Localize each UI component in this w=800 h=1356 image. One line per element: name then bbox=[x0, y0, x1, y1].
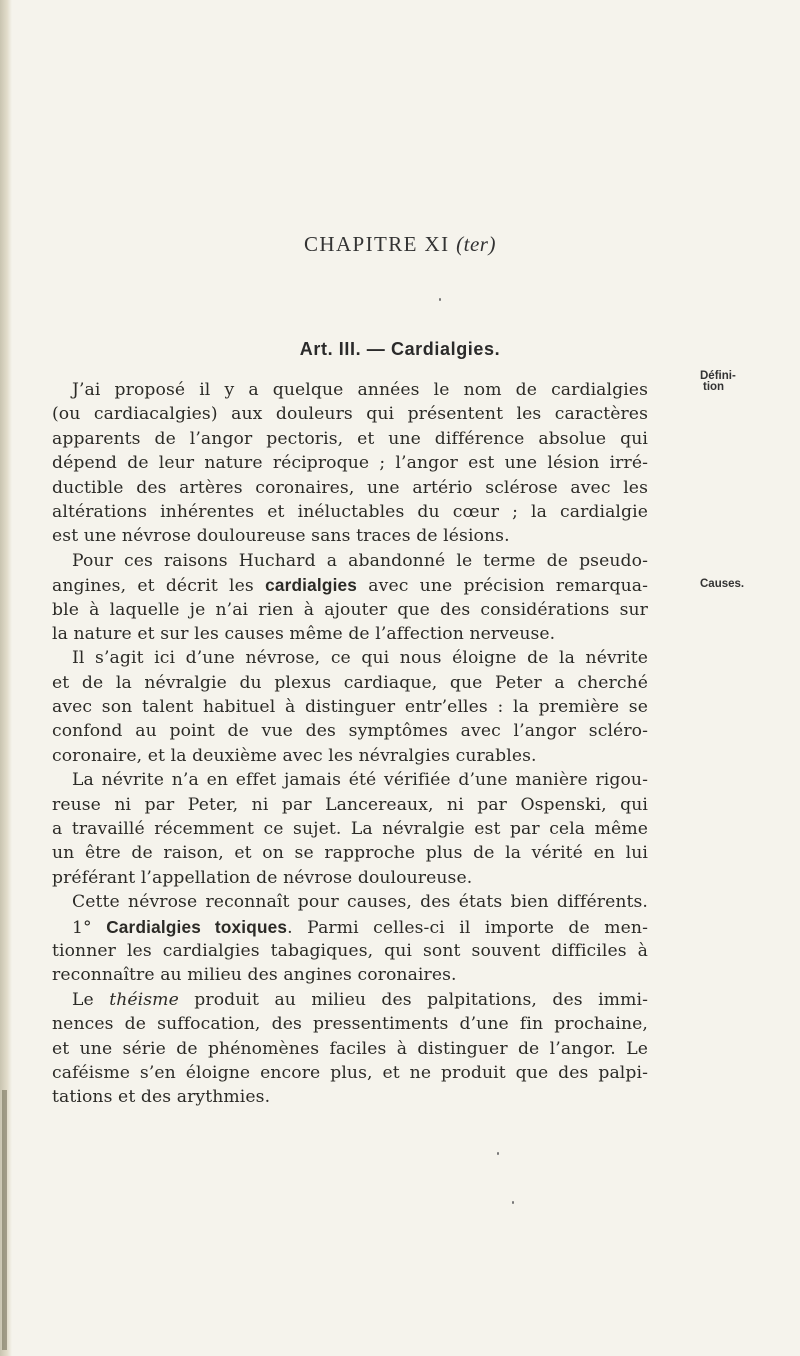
text-line: nences de suffocation, des pressentiments d’une fin prochaine, bbox=[52, 1014, 648, 1035]
text-segment: produit au milieu des palpitations, des immi- bbox=[194, 989, 648, 1010]
text-line: ble à laquelle je n’ai rien à ajouter que des considérations sur bbox=[52, 599, 648, 620]
text-line: confond au point de vue des symptômes avec l’angor scléro- bbox=[52, 721, 648, 742]
margin-note-definition-line2: tion bbox=[703, 381, 725, 393]
text-segment: angines, et décrit les bbox=[52, 576, 254, 597]
binding-shadow bbox=[2, 1090, 7, 1350]
text-line: a travaillé récemment ce sujet. La névralgie est par cela même bbox=[52, 819, 648, 840]
text-line: tations et des arythmies. bbox=[52, 1087, 271, 1108]
margin-note-definition-line1: Défini- bbox=[700, 370, 736, 382]
text-line: avec son talent habituel à distinguer entr’elles : la première se bbox=[52, 697, 648, 718]
text-line: tionner les cardialgies tabagiques, qui sont souvent difficiles à bbox=[52, 940, 648, 961]
text-line: et une série de phénomènes faciles à distinguer de l’angor. Le bbox=[52, 1038, 648, 1059]
text-line: coronaire, et la deuxième avec les névralgies curables. bbox=[52, 745, 537, 766]
ink-speck bbox=[497, 1152, 499, 1155]
text-line: J’ai proposé il y a quelque années le nom de cardialgies bbox=[72, 380, 648, 400]
chapter-title-main: CHAPITRE XI bbox=[304, 232, 450, 256]
text-line: préférant l’appellation de névrose douloureuse. bbox=[52, 867, 473, 888]
text-line: reconnaître au milieu des angines coronaires. bbox=[52, 965, 457, 986]
text-line: est une névrose douloureuse sans traces de lésions. bbox=[52, 526, 510, 547]
chapter-title bbox=[0, 232, 800, 257]
text-line: Il s’agit ici d’une névrose, ce qui nous éloigne de la névrite bbox=[72, 648, 648, 669]
ink-speck bbox=[512, 1201, 514, 1204]
text-line: apparents de l’angor pectoris, et une différence absolue qui bbox=[52, 428, 648, 449]
text-line: un être de raison, et on se rapproche plus de la vérité en lui bbox=[52, 843, 648, 864]
text-line: dépend de leur nature réciproque ; l’angor est une lésion irré- bbox=[52, 453, 648, 474]
text-line: la nature et sur les causes même de l’affection nerveuse. bbox=[52, 623, 556, 644]
term-theisme: théisme bbox=[109, 989, 179, 1010]
text-line: (ou cardiacalgies) aux douleurs qui présentent les caractères bbox=[52, 404, 648, 425]
margin-note-definition bbox=[700, 371, 736, 393]
text-segment: 1° bbox=[72, 917, 92, 938]
text-line bbox=[52, 988, 648, 1012]
text-segment: avec une précision remarqua- bbox=[368, 576, 648, 597]
term-cardialgies: cardialgies bbox=[265, 575, 358, 596]
text-line: Cette névrose reconnaît pour causes, des états bien différents. bbox=[72, 892, 648, 913]
text-line: altérations inhérentes et inéluctables du cœur ; la cardialgie bbox=[52, 501, 648, 522]
text-line bbox=[52, 915, 648, 939]
article-heading: Art. III. — Cardialgies. bbox=[299, 339, 501, 359]
text-line: reuse ni par Peter, ni par Lancereaux, ni par Ospenski, qui bbox=[52, 794, 648, 815]
margin-note-causes: Causes. bbox=[700, 578, 745, 590]
text-line: Pour ces raisons Huchard a abandonné le terme de pseudo- bbox=[72, 550, 648, 571]
body-text bbox=[52, 378, 648, 1110]
text-segment: Le bbox=[72, 989, 94, 1010]
term-cardialgies-toxiques: Cardialgies toxiques bbox=[106, 916, 288, 937]
text-line: caféisme s’en éloigne encore plus, et ne produit que des palpi- bbox=[52, 1062, 648, 1083]
text-line bbox=[52, 573, 648, 597]
text-line: ductible des artères coronaires, une artério sclérose avec les bbox=[52, 477, 648, 498]
text-line: La névrite n’a en effet jamais été vérifiée d’une manière rigou- bbox=[72, 770, 648, 791]
text-line: et de la névralgie du plexus cardiaque, que Peter a cherché bbox=[52, 672, 648, 693]
chapter-title-suffix: (ter) bbox=[456, 232, 496, 256]
ink-speck bbox=[439, 298, 441, 301]
text-segment: . Parmi celles-ci il importe de men- bbox=[287, 917, 648, 938]
